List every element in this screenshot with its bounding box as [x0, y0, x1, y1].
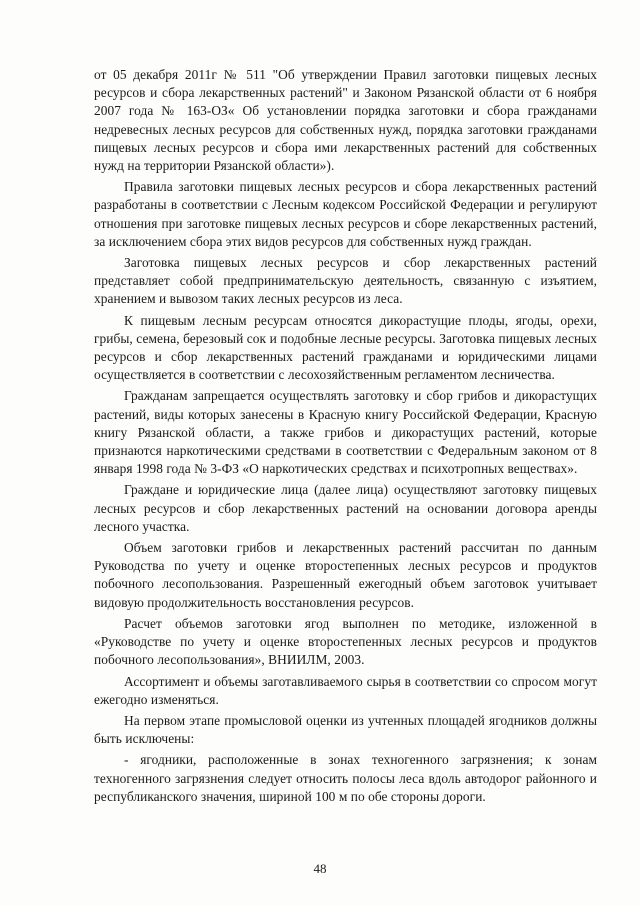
paragraph-11: - ягодники, расположенные в зонах техногенного загрязнения; к зонам техногенного загрязнения следует относить полосы леса вдоль автодорог районного и республиканского значения, шириной 100 м по обе стороны дороги.	[94, 752, 597, 804]
paragraph-3: Заготовка пищевых лесных ресурсов и сбор лекарственных растений представляет собой предпринимательскую деятельность, связанную с изъятием, хранением и вывозом таких лесных ресурсов из леса.	[94, 255, 597, 307]
paragraph-5: Гражданам запрещается осуществлять заготовку и сбор грибов и дикорастущих растений, виды которых занесены в Красную книгу Российской Федерации, Красную книгу Рязанской области, а также грибов и дикорастущих растений, которые признаются наркотическими средствами в соответствии с Федеральным законом от 8 января 1998 года № 3-ФЗ «О наркотических средствах и психотропных веществах».	[94, 388, 597, 477]
paragraph-10: На первом этапе промысловой оценки из учтенных площадей ягодников должны быть исключены:	[94, 712, 597, 747]
paragraph-7: Объем заготовки грибов и лекарственных растений рассчитан по данным Руководства по учету и оценке второстепенных лесных ресурсов и продуктов побочного лесопользования. Разрешенный ежегодный объем заготовок учитывает видовую продолжительность восстановления ресурсов.	[94, 540, 597, 610]
page-number: 48	[313, 861, 327, 876]
paragraph-9: Ассортимент и объемы заготавливаемого сырья в соответствии со спросом могут ежегодно изменяться.	[94, 673, 597, 707]
paragraph-1: от 05 декабря 2011г № 511 "Об утверждении Правил заготовки пищевых лесных ресурсов и сбора лекарственных растений" и Законом Рязанской области от 6 ноября 2007 года № 163-ОЗ« Об установлении порядка заготовки и сбора гражданами недревесных лесных ресурсов для собственных нужд, порядка заготовки гражданами пищевых лесных ресурсов и сбора ими лекарственных растений для собственных нужд на территории Рязанской области»).	[94, 67, 597, 174]
paragraph-4: К пищевым лесным ресурсам относятся дикорастущие плоды, ягоды, орехи, грибы, семена, березовый сок и подобные лесные ресурсы. Заготовка пищевых лесных ресурсов и сбор лекарственных растений гражданами и юридическими лицами осуществляется в соответствии с лесохозяйственным регламентом лесничества.	[94, 312, 597, 383]
paragraph-8: Расчет объемов заготовки ягод выполнен по методике, изложенной в «Руководстве по учету и оценке второстепенных лесных ресурсов и продуктов побочного лесопользования», ВНИИЛМ, 2003.	[94, 615, 597, 668]
paragraph-6: Граждане и юридические лица (далее лица) осуществляют заготовку пищевых лесных ресурсов и сбор лекарственных растений на основании договора аренды лесного участка.	[94, 482, 597, 534]
document-body	[94, 66, 597, 809]
paragraph-2: Правила заготовки пищевых лесных ресурсов и сбора лекарственных растений разработаны в соответствии с Лесным кодексом Российской Федерации и регулируют отношения при заготовке пищевых лесных ресурсов и сборе лекарственных растений, за исключением сбора этих видов ресурсов для собственных нужд граждан.	[94, 179, 597, 249]
